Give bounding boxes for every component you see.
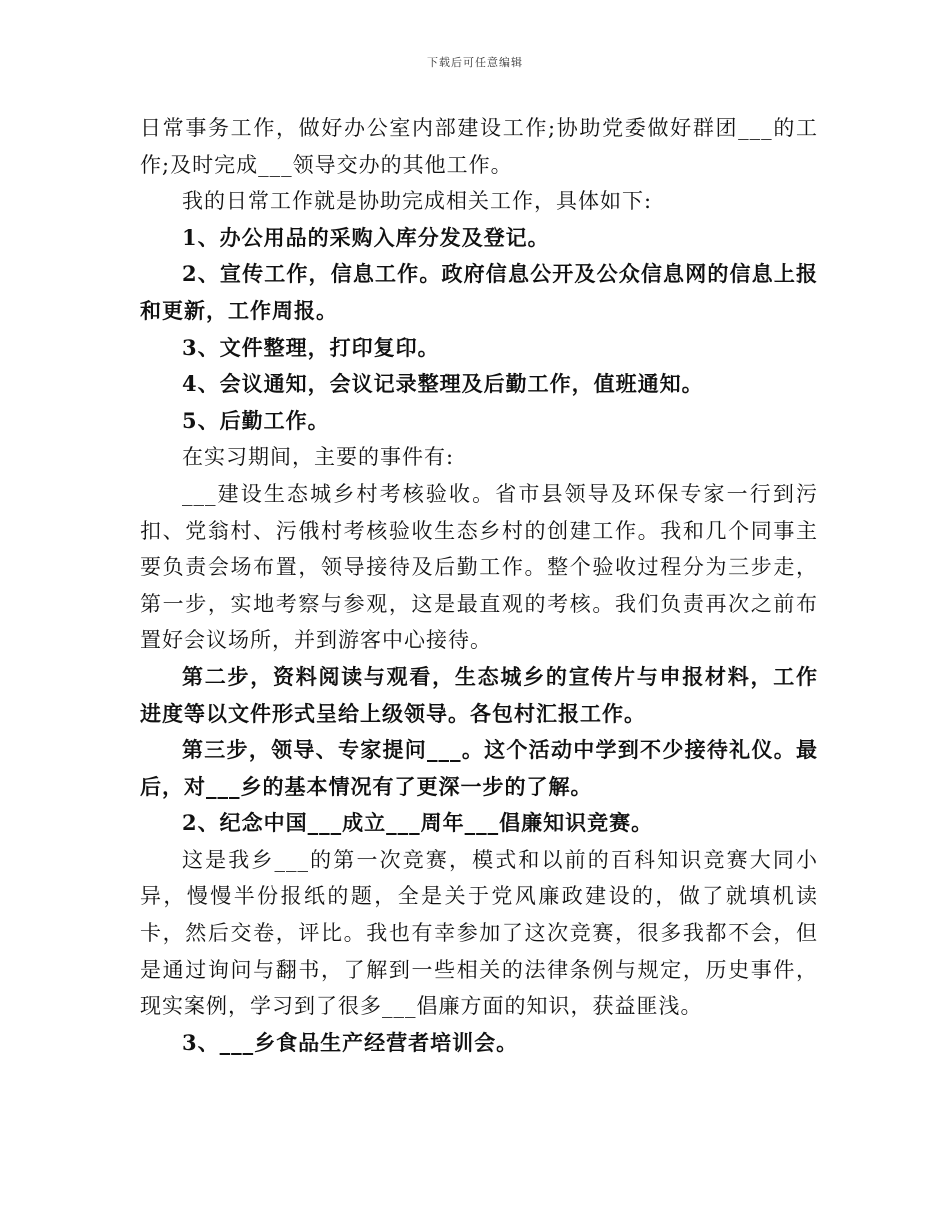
paragraph: 1、办公用品的采购入库分发及登记。	[182, 224, 550, 250]
paragraph: 我的日常工作就是协助完成相关工作，具体如下:	[182, 189, 653, 214]
paragraph: 2、纪念中国___成立___周年___倡廉知识竞赛。	[182, 810, 654, 836]
document-body	[140, 110, 818, 1061]
paragraph: 这是我乡___的第一次竞赛，模式和以前的百科知识竞赛大同小异，慢慢半份报纸的题，全是关于党风廉政建设的，做了就填机读卡，然后交卷，评比。我也有幸参加了这次竞赛，很多我都不会，但是通过询问与翻书，了解到一些相关的法律条例与规定，历史事件，现实案例，学习到了很多___倡廉方面的知识，获益匪浅。	[140, 847, 818, 1019]
paragraph: 日常事务工作，做好办公室内部建设工作;协助党委做好群团___的工作;及时完成___领导交办的其他工作。	[140, 116, 818, 177]
paragraph: 3、文件整理，打印复印。	[182, 334, 440, 360]
paragraph: 在实习期间，主要的事件有:	[182, 445, 455, 470]
paragraph: 第三步，领导、专家提问___。这个活动中学到不少接待礼仪。最后，对___乡的基本情况有了更深一步的了解。	[140, 737, 818, 799]
paragraph: 5、后勤工作。	[182, 407, 330, 433]
paragraph: 3、___乡食品生产经营者培训会。	[182, 1029, 519, 1055]
paragraph: 2、宣传工作，信息工作。政府信息公开及公众信息网的信息上报和更新，工作周报。	[140, 261, 818, 323]
page-header: 下载后可任意编辑	[427, 56, 523, 69]
paragraph: 4、会议通知，会议记录整理及后勤工作，值班通知。	[182, 371, 704, 397]
paragraph: 第二步，资料阅读与观看，生态城乡的宣传片与申报材料，工作进度等以文件形式呈给上级领导。各包村汇报工作。	[140, 663, 818, 726]
paragraph: ___建设生态城乡村考核验收。省市县领导及环保专家一行到污扣、党翁村、污俄村考核验收生态乡村的创建工作。我和几个同事主要负责会场布置，领导接待及后勤工作。整个验收过程分为三步走，第一步，实地考察与参观，这是最直观的考核。我们负责再次之前布置好会议场所，并到游客中心接待。	[140, 481, 818, 653]
